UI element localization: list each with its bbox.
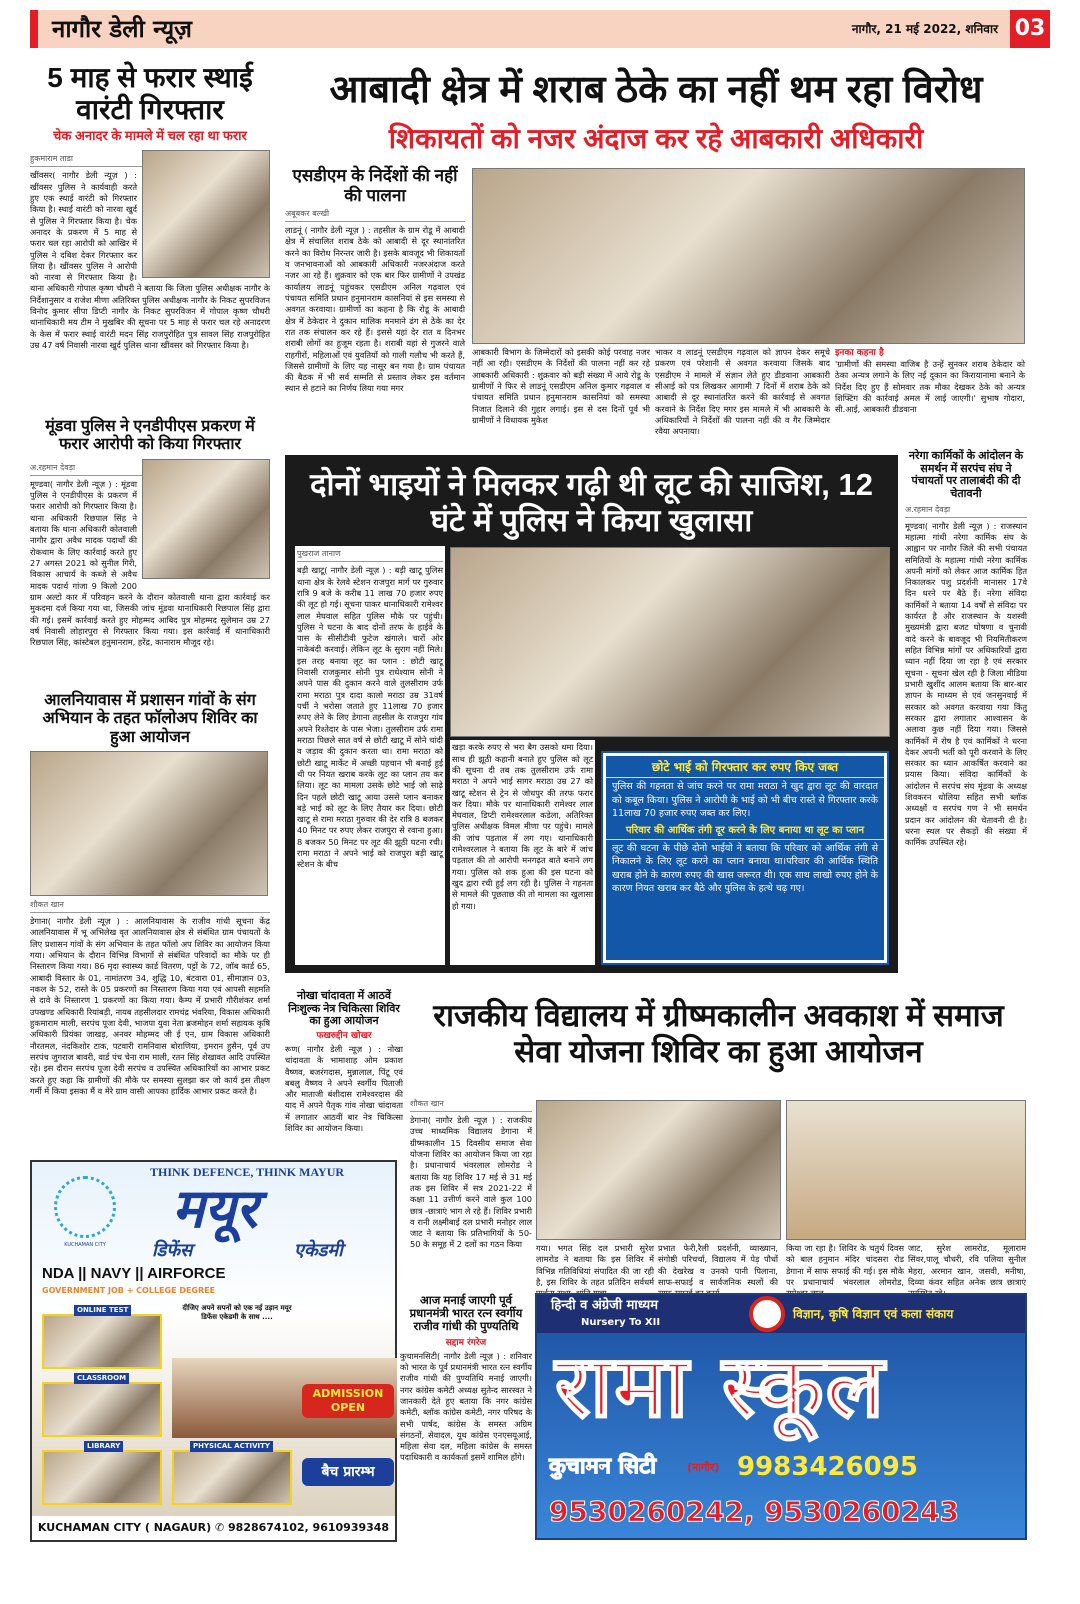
library-photo bbox=[42, 1450, 162, 1505]
nokha-article bbox=[285, 990, 403, 1152]
label-online-test: ONLINE TEST bbox=[74, 1305, 131, 1316]
classroom-photo bbox=[42, 1382, 162, 1437]
lead-subhead: शिकायतों को नजर अंदाज कर रहे आबकारी अधिकारी bbox=[388, 123, 924, 154]
byline: शौकत खान bbox=[410, 1098, 532, 1112]
box-heading-2: परिवार की आर्थिक तंगी दूर करने के लिए बनाया था लूट का प्लान bbox=[606, 824, 884, 840]
warrant-subhead: चेक अनादर के मामले में चल रहा था फरार bbox=[53, 128, 247, 144]
camp-photo bbox=[30, 751, 268, 896]
rama-school-ad[interactable] bbox=[535, 1293, 1027, 1540]
school-col2: गया। भगत सिंह दल प्रभारी सुरेश लामरोड ने बताया कि इस शिविर में विभिन्न गतिविधियां संपादित की जा रही है, इस शिविर के तहत प्रतिदिन सर्वधर्म bbox=[536, 1243, 654, 1287]
masthead bbox=[30, 10, 1050, 48]
byline: पुखराज तानाण bbox=[297, 548, 443, 562]
police-team-photo bbox=[450, 547, 890, 737]
sdm-headline: एसडीएम के निर्देशों की नहीं की पालना bbox=[292, 166, 458, 205]
alniyawas-article bbox=[30, 692, 270, 1152]
dateline: नागौर, 21 मई 2022, शनिवार bbox=[851, 22, 998, 36]
ad-sub1: डिफेंस bbox=[152, 1240, 193, 1261]
quote: 'ग्रामीणों की समस्या वाजिब है उन्हें सुनकर शराब ठेकेदार को ठेका अन्यत्र लगाने के लिए नई दुकान का किरायानामा बनाने के निर्देश दिए हुए हैं सोमवार तक मौका देखकर ठेके को अन्यत्र शिफ्टिंग की कार्रवाई अमल में लाई जाएगी।' सुभाष गोदारा, सी.आई, आबकारी डीडवाना bbox=[835, 359, 1025, 415]
logo-city: KUCHAMAN CITY bbox=[64, 1242, 106, 1248]
school-body: डेगाना( नागौर डेली न्यूज़ ) : राजकीय उच्च माध्यमिक विद्यालय डेगाना में ग्रीष्मकालीन 15 दिवसीय समाज सेवा योजना शिविर का आयोजन किया जा रहा है। प्रधानाचार्य भंवरलाल लोमरोड ने बताया कि यह शिविर 17 मई से 31 मई तक इस शिविर में सत्र 2021-22 में कक्षा 11 उत्तीर्ण करने वाले कुल 100 छात्र -छात्राएं भाग ले रहे हैं। शिविर प्रभारी व रानी लक्ष्मीबाई दल प्रभारी मनोहर लाल जाट ने बताया कि प्रतिभागियों के 50-50 के समूह में 2 दलों का गठन किया bbox=[410, 1115, 532, 1250]
byline: फखरुद्दीन खोखर bbox=[316, 1030, 372, 1041]
sdm-body: लाडनूं ( नागौर डेली न्यूज़ ) : तहसील के ग्राम रोडू में आबादी क्षेत्र में संचालित शराब ठेके को आबादी से दूर स्थानांतरित करने का विरोध निरन्तर जारी है। इसके बावजूद भी शिकायतों व जनभावनाओं को आबकारी अधिकारी नजरअंदाज करते नजर आ रहे हैं। शुक्रवार को एक बार फिर ग्रामीणों ने उपखंड कार्यालय लाडनूं पहुंचकर एसडीएम अनिल गढ़वाल एवं पंचायत समिति प्रधान हनुमानराम कासनियां से इस समस्या से अवगत करवाया। ग्रामीणों का कहना है कि रोडू के आबादी क्षेत्र में ठेकेदार ने दुकान मालिक मनमाने ढंग से ठेके का देर रात तक संचालन कर रहे हैं। इससे यहां देर रात व दिनभर शराबी लोगों का हुजूम रहता है। शराबी यहां से गुजरने वाले राहगीरों, महिलाओं एवं युवतियों को गाली गलौच भी करते हैं, जिससे ग्रामीणों के लिए यह नासूर बन गया है। ग्राम पंचायत की बैठक में भी सर्व सम्मति से प्रस्ताव लेकर इस वर्तमान स्थान से हटाने का निर्णय लिया गया मगर bbox=[285, 225, 465, 394]
batch-start-badge: बैच प्रारम्भ bbox=[302, 1458, 394, 1486]
narega-headline: नरेगा कार्मिकों के आंदोलन के समर्थन में सरपंच संघ ने पंचायतों पर तालाबंदी की दी चेतावनी bbox=[908, 450, 1024, 500]
box-text-2: लूट की घटना के पीछे दोनो भाईयो ने बताया कि परिवार को आर्थिक तंगी से निकालने के लिए लूट करने का प्लान बनाया था।परिवार की आर्थिक स्थिति खराब होने के कारण रुपए की खास जरूरत थी। एक साथ लाखो रुपए होने के कारण नियत खराब कर बैठे और पुलिस के हत्थे चढ़ गए। bbox=[612, 843, 878, 895]
ad-district: (नागौर) bbox=[687, 1461, 720, 1474]
ad-forces: NDA || NAVY || AIRFORCE bbox=[42, 1265, 226, 1282]
lead-headline: आबादी क्षेत्र में शराब ठेके का नहीं थम रहा विरोध bbox=[329, 69, 983, 111]
loot-col2-bg bbox=[450, 740, 595, 965]
byline: सद्दाम रंगरेज bbox=[445, 1337, 487, 1348]
box-text-1: पुलिस की गहनता से जांच करने पर रामा मराठा ने खुद द्वारा लूट की वारदात को कबूल किया। पुलिस ने आरोपी के भाई को भी बीच रास्ते से गिरफ्तार करके 11लाख 70 हजार रुपए जब्त कर लिए। bbox=[612, 781, 878, 819]
warrant-headline: 5 माह से फरार स्थाई वारंटी गिरफ्तार bbox=[47, 62, 253, 126]
ad-sub2: एकेडमी bbox=[294, 1240, 343, 1261]
ad-school-name: रामा स्कूल bbox=[555, 1337, 886, 1437]
school-col3: प्रभात फेरी,रैली प्रदर्शनी, व्याख्यान, संगोष्ठी परिचर्चा, विद्यालय में पेड़ पौधों की देखरेख व उनको पानी पिलाना, साफ-सफाई व सार्वजनिक स्थलों की bbox=[658, 1243, 778, 1287]
physical-activity-photo bbox=[172, 1450, 292, 1505]
loot-story-box bbox=[285, 455, 898, 973]
ad-slogan: दीजिए अपने सपनों को एक नई उड़ान मयूर डिफेंस एकेडमी के साथ .... bbox=[182, 1304, 292, 1321]
police-photo bbox=[142, 150, 270, 278]
sdm-col3: भाकर व लाडनूं एसडीएम गढ़वाल को ज्ञापन देकर समूचे प्रकरण एवं परेशानी से अवगत करवाया जिसके बाद एसडीएम ने मामले में संज्ञान लेते हुए डीडवाना आबकारी सीआई को पत्र लिखकर आगामी 7 दिनों में शराब ठेके को आबादी से दूर स्थानांतरित करने की कार्रवाई से अवगत करवाने के निर्देश दिए मगर इस मामले में भी आबकारी के अधिकारियों ने निर्देशों की पालना नहीं की व गैर जिम्मेदार रवैया अपनाया। bbox=[655, 347, 830, 437]
byline: शौकत खान bbox=[30, 899, 270, 913]
byline: अ.रहमान देवड़ा bbox=[30, 462, 270, 476]
rajiv-headline: आज मनाई जाएगी पूर्व प्रधानमंत्री भारत रत्न स्वर्गीय राजीव गांधी की पुण्यतिथि bbox=[409, 1295, 523, 1334]
rajiv-body: कुचामनसिटी( नागौर डेली न्यूज़ ) : शनिवार को भारत के पूर्व प्रधानमंत्री भारत रत्न स्वर्गीय राजीव गांधी की पुण्यतिथि मनाई जाएगी। नगर कांग्रेस कमेटी अध्यक्ष सुतेन्द सारस्वत ने जानकारी देते हुए बताया कि नगर कांग्रेस कमेटी, ब्लॉक कांग्रेस कमेटी, नगर परिषद के सभी पार्षद, कांग्रेस के समस्त अग्रिम संगठनों, सेवादल, यूथ कांग्रेस एनएसयूआई, महिला सेवा दल, महिला कांग्रेस के समस्त पदाधिकारी व कार्यकर्ता इसमें शामिल होंगे। bbox=[400, 1350, 532, 1463]
ad-phone-main[interactable]: 9983426095 bbox=[737, 1452, 918, 1482]
narega-body: मूण्डवा( नागौर डेली न्यूज़ ) : राजस्थान महात्मा गांधी नरेगा कार्मिक संघ के आह्वान पर नागौर जिले की सभी पंचायत समितियों के महात्मा गांधी नरेगा कार्मिक अपनी मांगों को लेकर आज कार्मिक हित निकालकर पशु प्रदर्शनी मानासर 17वे दिन धरने पर बैठे हैं। नरेगा संविदा कार्मिकों ने बताया 14 वर्षों से संविदा पर कार्यरत है और राजस्थान के यशस्वी मुख्यमंत्री द्वारा बजट घोषणा व चुनावी वादे करने के बावजूद भी नियमितीकरण सहित विभिन्न मांगों पर अधिकारियों द्वारा ध्यान नहीं दिया जा रहा है एवं सरकार सूचना - सूचना खेल रही है जिला मीडिया प्रभारी खुशींद आलम बताया कि बार-बार ज्ञापन के माध्यम से एवं जनसुनवाई में सरकार को अवगत करवाया गया किंतु सरकार द्वारा लगातार आश्वासन के अलावा कुछ नहीं दिया गया। जिससे कार्मिकों में रोष है एवं कार्मिकों ने धरना देकर अपनी भर्ती को पूरी करवाने के लिए सरकार का ध्यान आकर्षित करवाने का प्रयास किया। संविदा कार्मिकों के आंदोलन में सरपंच संघ मूंडवा के अध्यक्ष शिवकरन धोलिया सहित सभी ब्लॉक अध्यक्षों व सरपंच गण ने भी समर्थन प्रदान कर आंदोलन की चेतावनी दी है। धरना स्थल पर सैकड़ों की संख्या में कार्मिक उपस्थित रहे। bbox=[905, 520, 1027, 848]
cleaning-photo bbox=[786, 1100, 1026, 1240]
school-headline: राजकीय विद्यालय में ग्रीष्मकालीन अवकाश में समाज सेवा योजना शिविर का हुआ आयोजन bbox=[433, 998, 1004, 1069]
mundwa-article bbox=[30, 418, 270, 688]
school-col5: जाट, सुरेश लामरोड, मूलाराम सिंवर,पालू चौधरी, रवि पलिया सुनील मेहरा, अरमान खान, जसवी, मनीषा, दिव्या कंवर सहित अनेक छात्र छात्राएं bbox=[908, 1243, 1026, 1287]
ad-classes: Nursery To XII bbox=[581, 1317, 661, 1328]
label-library: LIBRARY bbox=[84, 1441, 123, 1452]
ad-medium: हिन्दी व अंग्रेजी माध्यम bbox=[551, 1298, 658, 1313]
rajiv-article bbox=[400, 1295, 532, 1542]
ad-phones[interactable]: 9530260242, 9530260243 bbox=[549, 1495, 960, 1528]
school-article bbox=[410, 1098, 532, 1290]
warrant-article bbox=[30, 62, 270, 412]
ad-contact: KUCHAMAN CITY ( NAGAUR) ✆ 9828674102, 9610939348 bbox=[32, 1516, 395, 1540]
label-physical-activity: PHYSICAL ACTIVITY bbox=[190, 1441, 273, 1452]
ad-brand: मयूर bbox=[172, 1177, 258, 1240]
alniyawas-headline: आलनियावास में प्रशासन गांवों के संग अभियान के तहत फॉलोअप शिविर का हुआ आयोजन bbox=[42, 692, 258, 746]
ad-jobs: GOVERNMENT JOB + COLLEGE DEGREE bbox=[42, 1286, 216, 1295]
villagers-photo bbox=[472, 168, 1025, 344]
sdm-article bbox=[285, 166, 465, 448]
police-photo bbox=[142, 459, 270, 579]
ad-tagline: THINK DEFENCE, THINK MAYUR bbox=[150, 1165, 345, 1179]
quote-label: इनका कहना है bbox=[835, 348, 884, 358]
online-test-photo bbox=[42, 1314, 162, 1369]
narega-article bbox=[905, 450, 1027, 998]
label-classroom: CLASSROOM bbox=[74, 1373, 129, 1384]
byline: हुकमाराम ताडा bbox=[30, 153, 270, 167]
quote-block bbox=[835, 347, 1025, 447]
loot-col2: खड़ा करके रुपए से भरा बैग उसको थमा दिया। साथ ही झूठी कहानी बनाते हुए पुलिस को लूट की सूचना दी तब तक तुलसीराम उर्फ रामा मराठा ने अपने भाई सागर मराठा उम्र 27 को खाटू स्टेशन से ट्रेन से जोधपुर की तरफ फरार कर दिया। मौके पर थानाधिकारी रामेश्वर लाल मेघवाल, डिप्टी रामेश्वरलाल कडेला, अतिरिक्त पुलिस अधीक्षक विमल मीणा पर पहुंचे। मामले की जांच पड़ताल में लग गए। थानाधिकारी रामेश्वरलाल ने बताया कि लूट के बारे में जांच पड़ताल की तो आरोपी मनगढ़त बाते बनाने लग गया। पुलिस को शक हुआ की इस घटना को खुद द्वारा रची हुई लग रही है। पुलिस ने गहनता से मामले की पूछताछ की तो मामला का खुलासा हो गया। bbox=[452, 742, 593, 911]
mundwa-content bbox=[30, 459, 270, 688]
loot-sidebar-box bbox=[603, 753, 887, 963]
page-number: 03 bbox=[1010, 10, 1050, 48]
warrant-content bbox=[30, 150, 270, 412]
ad-faculty: विज्ञान, कृषि विज्ञान एवं कला संकाय bbox=[793, 1307, 954, 1321]
box-heading-1: छोटे भाई को गिरफ्तार कर रुपए किए जब्त bbox=[606, 760, 884, 778]
students-photo bbox=[536, 1100, 781, 1240]
byline: अ.रहमान देवड़ा bbox=[905, 504, 1027, 518]
loot-text-column bbox=[295, 546, 445, 965]
loot-body: बड़ी खाटू( नागौर डेली न्यूज़ ) : बड़ी खाटू पुलिस थाना क्षेत्र के रेलवे स्टेशन राजपुरा मार्ग पर गुरुवार रात्रि 9 बजे के करीब 11 लाख 70 हजार रुपए की लूट हो गई। सूचना पाकर थानाधिकारी रामेश्वर लाल मेघवाल सहित पुलिस मौके पर पहुंची। पुलिस ने घटना के बाद दोनों तरफ के हाईवे के पास के सीसीटीवी फुटेज खंगाले। चारों ओर नाकेबंदी करवाई। लेकिन लूट के सुराग नहीं मिले। इस तरह बनाया लूट का प्लान : छोटी खाटू निवासी राजकुमार सोनी पुत्र राधेश्याम सोनी ने अपने पास की दुकान करने वाले तुलसीराम उर्फ रामा मराठा पुत्र दादा कालो मराठा उम्र 31वर्ष पर्ची ने भरोसा जताते हुए 11लाख 70 हजार रुपए लेने के लिए डेगाना तहसील के राजपुरा गांव अपने रिश्तेदार के पास भेजा। तुलसीराम उर्फ रामा मराठा पिछले सात वर्ष से छोटी खाटू में सोने चांदी व जड़ाव की दुकान करता था। रामा मराठा को छोटी खाटू मार्केट में अच्छी पहचान भी बनाई हुई थी पर नियत खराब करके लूट का प्लान तय कर लिया। लूट का मामला उसके छोटे भाई जो साढ़े दिन पहले छोटी खाटू आया उससे प्लान बनाकर बड़े भाई को लूट के लिए तैयार कर दिया। छोटी खाटू से रामा मराठा गुरुवार की देर रात्रि 8 बजकर 40 मिनट पर रुपए लेकर राजपुरा से रवाना हुआ। 8 बजकर 50 मिनट पर लूट की झूठी घटना रची। रामा मराठा ने अपने भाई को राजपुरा बड़ी खाटू स्टेशन के बीच bbox=[297, 565, 443, 870]
nokha-headline: नोखा चांदावता में आठवें निःशुल्क नेत्र चिकित्सा शिविर का हुआ आयोजन bbox=[288, 990, 400, 1028]
sdm-col2: आबकारी विभाग के जिम्मेदारों को इसकी कोई परवाह नजर नहीं आ रही। एसडीएम के निर्देशों की पालना नहीं कर रहे आबकारी अधिकारी : शुक्रवार को बड़ी संख्या में आये रोडू के ग्रामीणों ने फिर से लाडनूं एसडीएम अनिल कुमार गढ़वाल व पंचायत समिति प्रधान हनुमानराम कासनियां को समस्या निजात दिलाने की गुहार लगाई। इस से दस दिनों पूर्व भी ग्रामीणों ने विधायक मुकेश bbox=[472, 347, 650, 425]
masthead-title: नागौर डेली न्यूज़ bbox=[52, 15, 192, 43]
peacock-logo-icon bbox=[54, 1176, 116, 1238]
alniyawas-body: डेगाना( नागौर डेली न्यूज़ ) : आलनियावास के राजीव गांधी सूचना केंद्र आलनियावास में भू अभिलेख वृत आलनियावास क्षेत्र से संबंधित ग्राम पंचायतों के लिए प्रशासन गांवों के संग अभियान के तहत फॉलो अप शिविर का आयोजन किया गया। अभियान के दौरान विभिन्न विभागों से संबंधित परिवादों का मौके पर ही निस्तारण किया गया। 86 मृदा स्वास्थ्य कार्ड वितरण, पट्टों के 72, जॉब कार्ड 65, आबादी विस्तार के 01, नामांतरण 34, शुद्धि 10, बंटवारा 01, सीमाज्ञान 03, नकल के 52, रास्ते के 05 प्रकरणों का निस्तारण किया गया एवं आपसी सहमति से दावे के निस्तारण 1 प्रकरणों का किया गया। कैम्प में प्रभारी गौरीशंकर शर्मा उपखण्ड अधिकारी रियांबड़ी, नायब तहसीलदार रामचंद्र भंवरिया, विकास अधिकारी हुकमाराम माली, सरपंच पूजा देवी, भाजपा युवा नेता ब्रजमोहन शर्मा सहायक कृषि अधिकारी प्रियंका जाखड़, अनवर मोहम्मद जी ई एन, ग्राम विकास अधिकारी नौरतमल, नंदकिशोर टाक, पटवारी रामनिवास बोराणिया, इमरान हुसैन, पूर्व उप सरपंच जुगराज बावरी, वार्ड पंच चेना राम माली, रतन सिंह शेखावत आदि उपस्थित रहे। इस दौरान सरपंच पूजा देवी सरपंच व उपस्थित अधिकारियों का आभार प्रकट करते हुए कहा कि ग्रामीणों की मौके पर समस्या सुलझा कर जो कार्य इस तीक्ष्ण गर्मी में किया इसका मैं व मेरे ग्राम वासी आपका हार्दिक आभार प्रकट करते है। bbox=[30, 916, 270, 1096]
mayur-defence-ad[interactable] bbox=[30, 1160, 397, 1542]
loot-content bbox=[285, 546, 898, 973]
school-col4: किया जा रहा है। शिविर के चतुर्थ दिवस को बाल हनुमान मंदिर चांदसरा रोड डेगाना में साफ सफाई की गई। इस मौके पर प्रधानाचार्य भंवरलाल लोमरोड, bbox=[786, 1243, 904, 1287]
loot-headline: दोनों भाइयों ने मिलकर गढ़ी थी लूट की साजिश, 12 घंटे में पुलिस ने किया खुलासा bbox=[309, 467, 873, 538]
byline: अबूबकर बल्खी bbox=[285, 208, 465, 222]
ad-city: कुचामन सिटी bbox=[549, 1454, 656, 1479]
school-logo-icon bbox=[749, 1296, 785, 1332]
nokha-body: रूण( नागौर डेली न्यूज़ ) : नोखा चांदावता के भामाशाह ओम प्रकाश वैष्णव, बजरंगदास, मुन्नालाल, पिंटू एवं बबलु वैष्णव ने अपने स्वर्गीय पिताजी और माताजी बंशीदास रामेश्वरदास की याद में अपने पैतृक गांव नोखा चांदावता में लगातार आठवीं बार नेत्र चिकित्सा शिविर का आयोजन किया। bbox=[285, 1043, 403, 1134]
admission-open-badge: ADMISSION OPEN bbox=[302, 1384, 394, 1418]
mundwa-body: मूण्डवा( नागौर डेली न्यूज़ ) : मूंडवा पुलिस ने एनडीपीएस के प्रकरण में फरार आरोपी को गिरफ्तार किया है। थाना अधिकारी रिछपाल सिंह ने बताया कि थाना अधिकारी कोतवाली नागौर द्वारा अवैध मादक पदार्थों की रोकथाम के लिए कार्रवाई करते हुए 27 अगस्त 2021 को सुनील गिरी, विकास आचार्य के कब्जे से अवैध मादक पदार्थ गांजा 9 किलो 200 ग्राम अल्टो कार में परिवहन करने के दौरान कोतवाली थाना द्वारा कार्रवाई कर मुकदमा दर्ज किया गया था, जिसकी जांच मूंडवा थानाधिकारी रिछपाल सिंह द्वारा की गई। इसमें कार्रवाई करते हुए मोहम्मद आबिद पुत्र मोहम्मद सुलेमान उम्र 27 वर्ष निवासी लोहारपुरा से गिरफ्तार किया गया। इस कार्रवाई में थानाधिकारी रिछपाल सिंह, कांस्टेबल हनुमानराम, हरेंद्र, कानाराम मौजूद रहे। bbox=[30, 478, 270, 648]
mundwa-headline: मूंडवा पुलिस ने एनडीपीएस प्रकरण में फरार आरोपी को किया गिरफ्तार bbox=[45, 418, 255, 454]
warrant-body: खींवसर( नागौर डेली न्यूज़ ) : खींवसर पुलिस ने कार्यवाही करते हुए एक स्थाई वारंटी को गिरफ्तार किया है। स्थाई वारंटी को नारवा खुर्द से पुलिस ने गिरफ्तार किया है। चेक अनादर के प्रकरण में 5 माह से फरार चल रहा आरोपी को आखिर में पुलिस ने दबिश देकर गिरफ्तार कर लिया है। खींवसर पुलिस ने आरोपी को नारवा से गिरफ्तार किया है। थाना अधिकारी गोपाल कृष्ण चौधरी ने बताया कि जिला पुलिस अधीक्षक नागौर के निर्देशानुसार व राजेश मीणा अतिरिक्त पुलिस अधीक्षक नागौर के निकट सुपरविजन विनोद कुमार सीपा डिप्टी नागौर के निकट सुपरविजन में गोपाल कृष्ण चौधरी थानाधिकारी मय टीम ने मुखबिर की सूचना पर 5 माह से फरार चल रहे अनादरण के केस में फरार स्थाई वारंटी मदन सिंह राजपुरोहित पुत्र सावल सिंह राजपुरोहित उम्र 47 वर्ष निवासी नारवा खुर्द पुलिस थाना खींवसर को गिरफ्तार किया है। bbox=[30, 170, 270, 350]
